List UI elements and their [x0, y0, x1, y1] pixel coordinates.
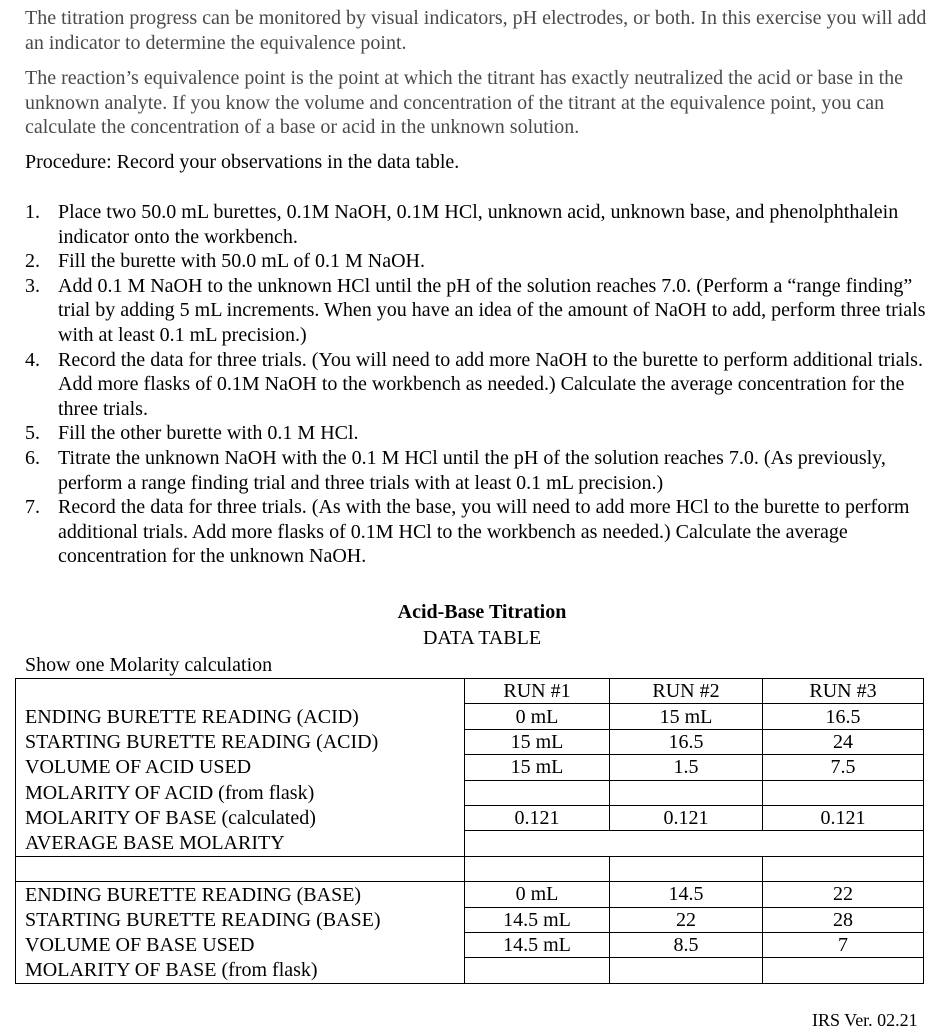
average-label: AVERAGE BASE MOLARITY: [16, 831, 465, 856]
run-3-cell[interactable]: 24: [763, 729, 924, 754]
table-row: [16, 704, 924, 729]
run-2-cell[interactable]: [610, 780, 763, 805]
row-label: MOLARITY OF ACID (from flask): [16, 780, 465, 805]
step-number: 2.: [25, 250, 40, 273]
spacer-label-cell: [16, 856, 465, 881]
step-text: Place two 50.0 mL burettes, 0.1M NaOH, 0.1M HCl, unknown acid, unknown base, and phenolphthalein indicator onto the workbench.: [58, 201, 899, 248]
row-label: VOLUME OF BASE USED: [16, 932, 465, 957]
step-number: 1.: [25, 201, 40, 223]
average-row: [16, 831, 924, 856]
procedure-step: [25, 249, 940, 274]
procedure-heading: Procedure: Record your observations in the data table.: [25, 151, 460, 173]
run-1-cell[interactable]: 14.5 mL: [465, 907, 610, 932]
average-value-cell[interactable]: [465, 831, 924, 856]
step-text: Record the data for three trials. (As with the base, you will need to add more HCl to the burette to perform additional trials. Add more flasks of 0.1M HCl to the workbench as needed.) Calculate the average concentration for the unknown NaOH.: [58, 496, 910, 568]
run-1-cell[interactable]: [465, 780, 610, 805]
row-label: STARTING BURETTE READING (BASE): [16, 907, 465, 932]
run-3-cell[interactable]: 22: [763, 882, 924, 907]
step-text: Record the data for three trials. (You will need to add more NaOH to the burette to perform additional trials. Add more flasks of 0.1M NaOH to the workbench as needed.) Calculate the average concentration for the three trials.: [58, 348, 923, 420]
table-row: [16, 882, 924, 907]
row-label: MOLARITY OF BASE (from flask): [16, 958, 465, 983]
procedure-step: [25, 274, 940, 348]
row-label: ENDING BURETTE READING (ACID): [16, 704, 465, 729]
header-run-3: RUN #3: [763, 679, 924, 704]
run-1-cell[interactable]: 0 mL: [465, 882, 610, 907]
table-row: [16, 932, 924, 957]
row-label: VOLUME OF ACID USED: [16, 755, 465, 780]
table-row: [16, 780, 924, 805]
step-number: 6.: [25, 446, 40, 469]
run-2-cell[interactable]: [610, 958, 763, 983]
run-2-cell[interactable]: 0.121: [610, 805, 763, 830]
run-1-cell[interactable]: [465, 958, 610, 983]
run-1-cell[interactable]: 14.5 mL: [465, 932, 610, 957]
intro-paragraph-indicators: The titration progress can be monitored by visual indicators, pH electrodes, or both. In this exercise you will add an indicator to determine the equivalence point.: [25, 7, 927, 54]
run-2-cell[interactable]: 16.5: [610, 729, 763, 754]
run-1-cell[interactable]: 0.121: [465, 805, 610, 830]
run-3-cell[interactable]: 7.5: [763, 755, 924, 780]
run-1-cell[interactable]: 15 mL: [465, 729, 610, 754]
procedure-step: [25, 446, 940, 495]
run-2-cell[interactable]: 8.5: [610, 932, 763, 957]
run-3-cell[interactable]: [763, 780, 924, 805]
run-3-cell[interactable]: [763, 958, 924, 983]
run-3-cell[interactable]: 0.121: [763, 805, 924, 830]
run-1-cell[interactable]: 0 mL: [465, 704, 610, 729]
version-label: IRS Ver. 02.21: [812, 1010, 918, 1030]
step-text: Fill the burette with 50.0 mL of 0.1 M NaOH.: [58, 250, 425, 273]
spacer-cell: [610, 856, 763, 881]
intro-paragraph-equivalence: The reaction’s equivalence point is the point at which the titrant has exactly neutralized the acid or base in the unknown analyte. If you know the volume and concentration of the titrant at the equivalence point, you can calculate the concentration of a base or acid in the unknown solution.: [25, 67, 904, 138]
procedure-step: [25, 495, 940, 569]
table-row: [16, 729, 924, 754]
step-number: 5.: [25, 422, 40, 445]
step-text: Titrate the unknown NaOH with the 0.1 M HCl until the pH of the solution reaches 7.0. (As previously, perform a range finding trial and three trials with at least 0.1 mL precision.): [58, 446, 886, 494]
table-row: [16, 805, 924, 830]
spacer-cell: [763, 856, 924, 881]
header-run-1: RUN #1: [465, 679, 610, 704]
procedure-step: [25, 348, 940, 422]
data-table: [15, 678, 924, 984]
row-label: STARTING BURETTE READING (ACID): [16, 729, 465, 754]
table-row: [16, 755, 924, 780]
procedure-step: [25, 421, 940, 446]
step-text: Fill the other burette with 0.1 M HCl.: [58, 422, 359, 445]
table-header-row: [16, 679, 924, 704]
table-title: Acid-Base Titration: [397, 601, 567, 623]
row-label: MOLARITY OF BASE (calculated): [16, 805, 465, 830]
run-3-cell[interactable]: 7: [763, 932, 924, 957]
run-2-cell[interactable]: 15 mL: [610, 704, 763, 729]
run-3-cell[interactable]: 16.5: [763, 704, 924, 729]
step-number: 4.: [25, 348, 40, 371]
header-run-2: RUN #2: [610, 679, 763, 704]
procedure-step: [25, 200, 940, 249]
row-label: ENDING BURETTE READING (BASE): [16, 882, 465, 907]
table-row: [16, 958, 924, 983]
procedure-list: [25, 200, 940, 569]
run-2-cell[interactable]: 22: [610, 907, 763, 932]
run-2-cell[interactable]: 1.5: [610, 755, 763, 780]
step-number: 7.: [25, 496, 40, 519]
molarity-calculation-note: Show one Molarity calculation: [25, 654, 273, 676]
header-label-cell: [16, 679, 465, 704]
spacer-row: [16, 856, 924, 881]
step-text: Add 0.1 M NaOH to the unknown HCl until the pH of the solution reaches 7.0. (Perform a “range finding” trial by adding 5 mL increments. When you have an idea of the amount of NaOH to add, perform three trials with at least 0.1 mL precision.): [58, 274, 926, 346]
run-1-cell[interactable]: 15 mL: [465, 755, 610, 780]
step-number: 3.: [25, 274, 40, 297]
table-subtitle: DATA TABLE: [422, 627, 542, 649]
spacer-cell: [465, 856, 610, 881]
table-row: [16, 907, 924, 932]
run-2-cell[interactable]: 14.5: [610, 882, 763, 907]
run-3-cell[interactable]: 28: [763, 907, 924, 932]
